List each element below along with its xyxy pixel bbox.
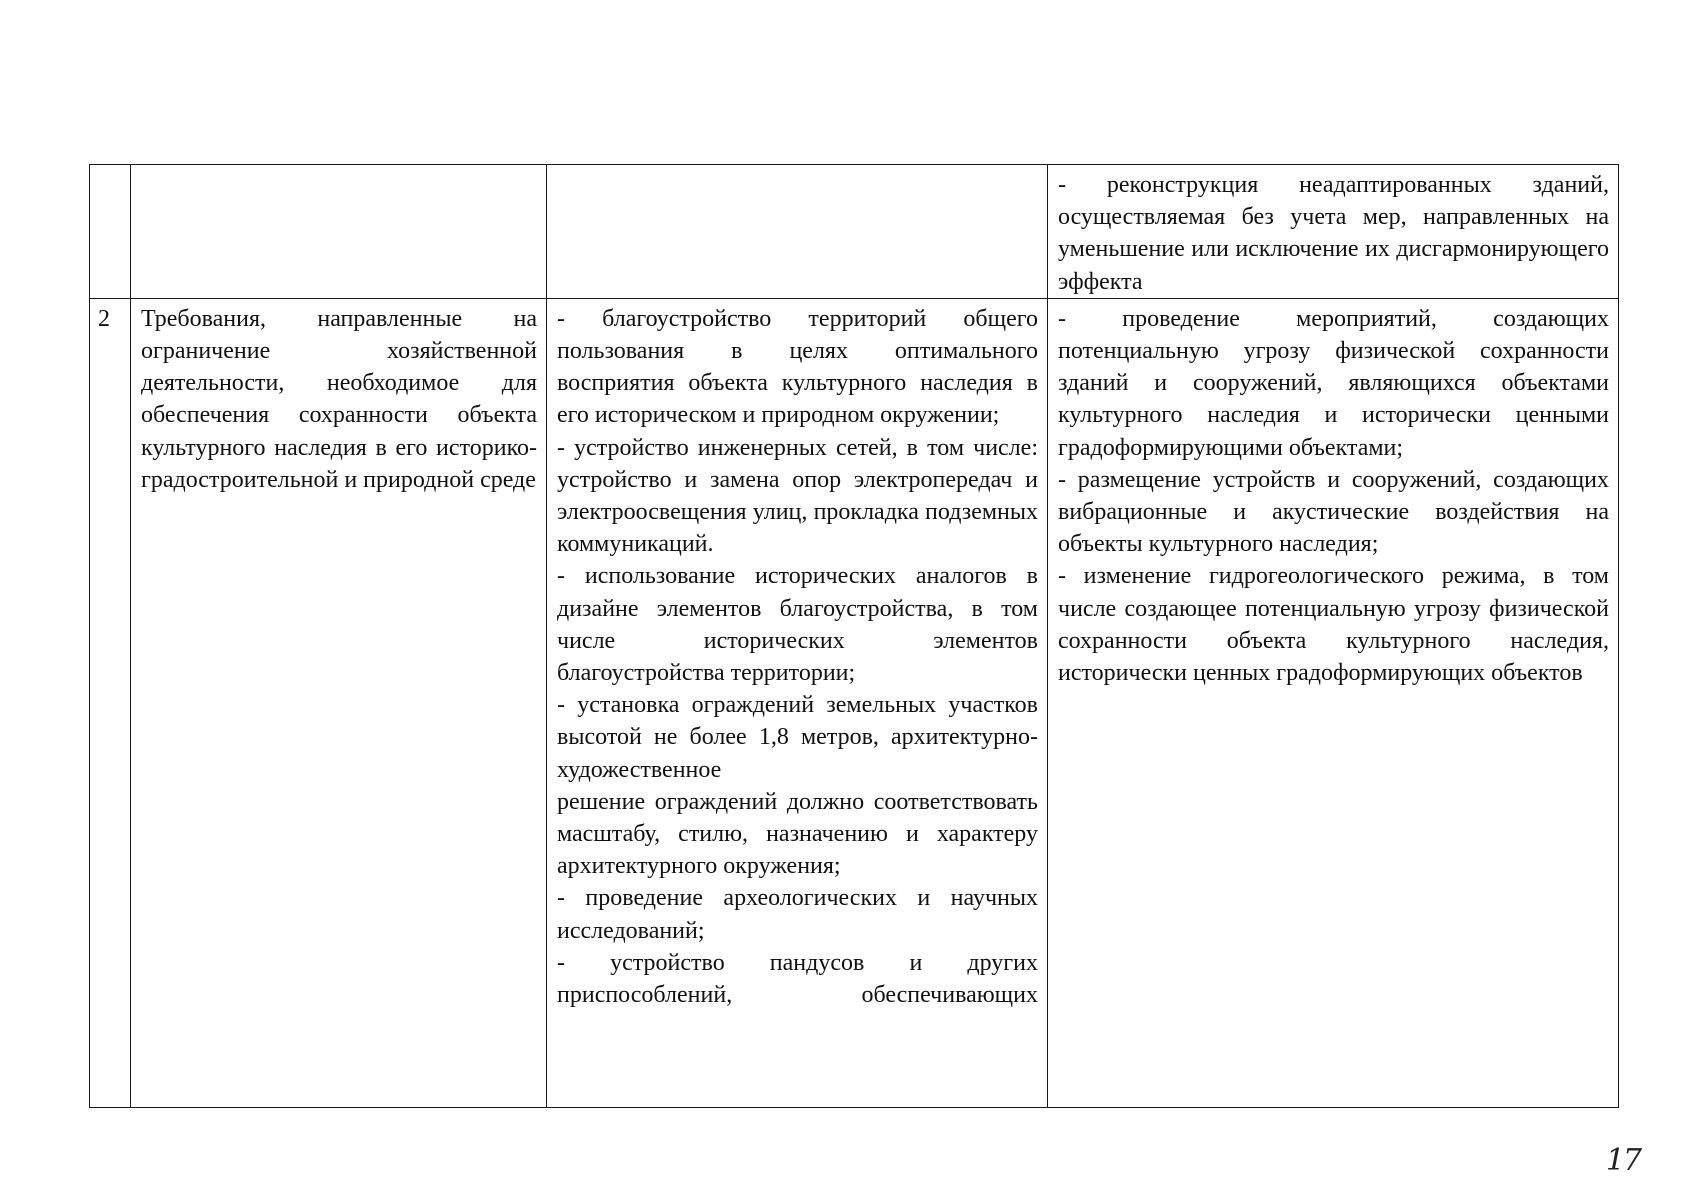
allowed-item: - устройство инженерных сетей, в том числе: устройство и замена опор электропередач и электроосвещения улиц, прокладка подземных коммуникаций. [557, 434, 1038, 558]
forbidden-item: - проведение мероприятий, создающих потенциальную угрозу физической сохранности зданий и сооружений, являющихся объектами культурного наследия и исторически ценными градоформирующими объектами; [1058, 305, 1609, 461]
forbidden-item: - размещение устройств и сооружений, создающих вибрационные и акустические воздействия на объекты культурного наследия; [1058, 466, 1609, 558]
allowed-item: - проведение археологических и научных исследований; [557, 885, 1038, 944]
allowed-item: - установка ограждений земельных участков высотой не более 1,8 метров, архитектурно-художественное [557, 692, 1038, 783]
forbidden-cell [1048, 165, 1619, 299]
table-row-continuation [90, 165, 1619, 299]
allowed-cell [547, 165, 1048, 299]
allowed-item: - устройство пандусов и других приспособлений, обеспечивающих [557, 949, 1038, 1009]
allowed-item: - использование исторических аналогов в дизайне элементов благоустройства, в том числе исторических элементов благоустройства территории; [557, 563, 1038, 687]
forbidden-item: - изменение гидрогеологического режима, в том числе создающее потенциальную угрозу физической сохранности объекта культурного наследия, исторически ценных градоформирующих объектов [1058, 563, 1609, 687]
page-number: 17 [1605, 1143, 1640, 1178]
allowed-item: решение ограждений должно соответствовать масштабу, стилю, назначению и характеру архитектурного окружения; [557, 788, 1038, 880]
forbidden-item: - реконструкция неадаптированных зданий, осуществляемая без учета мер, направленных на уменьшение или исключение их дисгармонирующего эффекта [1058, 172, 1609, 295]
table-row-2 [90, 298, 1619, 1107]
allowed-cell [547, 298, 1048, 1107]
restrictions-table [89, 164, 1619, 1108]
row-number-cell: 2 [90, 298, 131, 1107]
requirement-cell [131, 165, 547, 299]
allowed-item: - благоустройство территорий общего пользования в целях оптимального восприятия объекта культурного наследия в его историческом и природном окружении; [557, 305, 1038, 429]
row-number-cell [90, 165, 131, 299]
requirement-text: Требования, направленные на ограничение хозяйственной деятельности, необходимое для обеспечения сохранности объекта культурного наследия в его историко-градостроительной и природной среде [141, 305, 537, 493]
requirement-cell [131, 298, 547, 1107]
forbidden-cell [1048, 298, 1619, 1107]
